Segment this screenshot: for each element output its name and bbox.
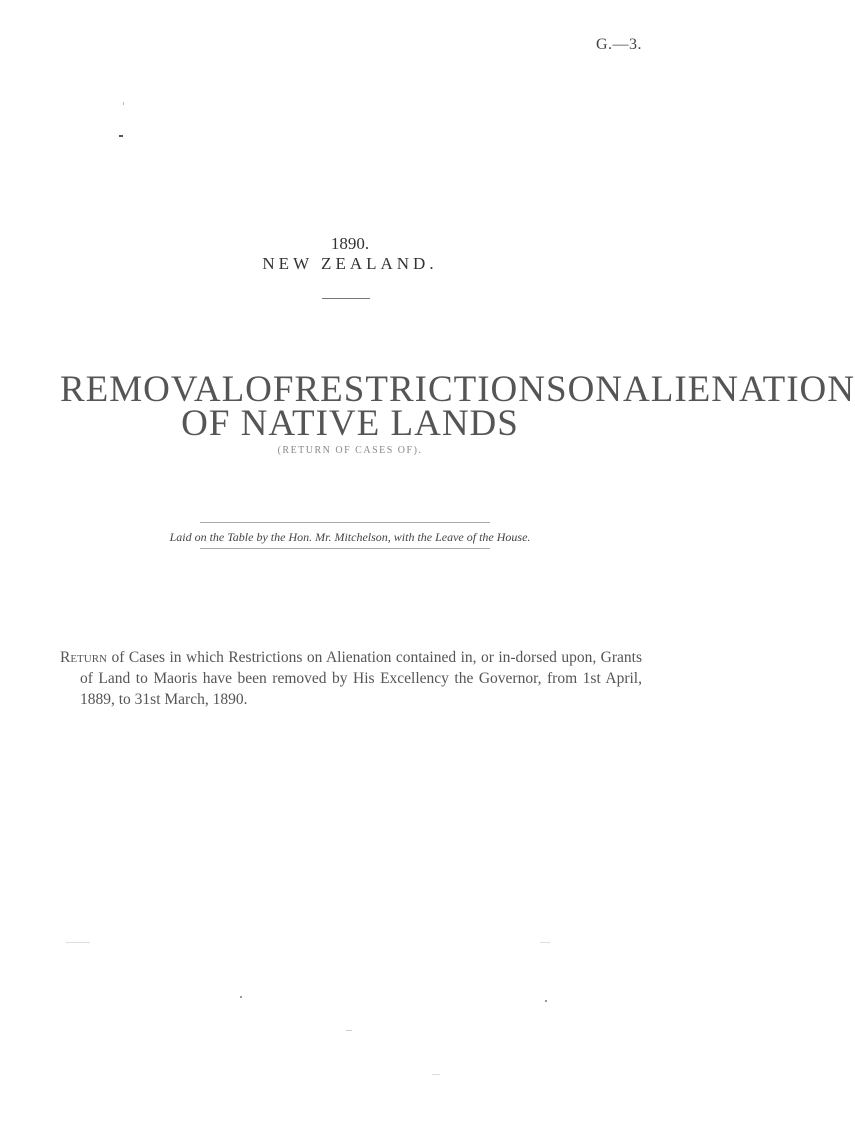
subtitle: (RETURN OF CASES OF). [277, 445, 423, 456]
title-word: OF [245, 369, 295, 410]
return-body-text: of Cases in which Restrictions on Alienation contained in, or in-dorsed upon, Grants of Land to Maoris have been removed by His Excellency the Governor, from 1st April, 1889, to 31st March, 1890. [80, 649, 642, 708]
scan-artifact [540, 942, 550, 943]
masthead-divider [322, 298, 370, 299]
print-speck [123, 102, 124, 105]
document-code: G.—3. [595, 36, 642, 53]
year: 1890. [330, 234, 370, 253]
print-speck [119, 135, 123, 137]
scan-artifact [432, 1074, 440, 1075]
title-word: ON [567, 369, 624, 410]
title-word: RESTRICTIONS [294, 369, 568, 410]
scan-artifact [545, 1000, 547, 1002]
return-lead-word: Return [60, 649, 108, 666]
scan-artifact [240, 996, 242, 998]
title-line-2: OF NATIVE LANDS [181, 403, 519, 444]
return-paragraph [60, 647, 642, 710]
laid-note-bottom-rule [200, 548, 490, 549]
country-name: NEW ZEALAND. [262, 254, 438, 273]
scan-artifact [346, 1030, 352, 1031]
title-word: REMOVAL [60, 369, 246, 410]
scan-artifact [66, 942, 90, 943]
laid-on-table-note: Laid on the Table by the Hon. Mr. Mitchelson, with the Leave of the House. [169, 530, 531, 544]
laid-note-top-rule [200, 522, 490, 523]
title-word: ALIENATION [623, 369, 855, 410]
